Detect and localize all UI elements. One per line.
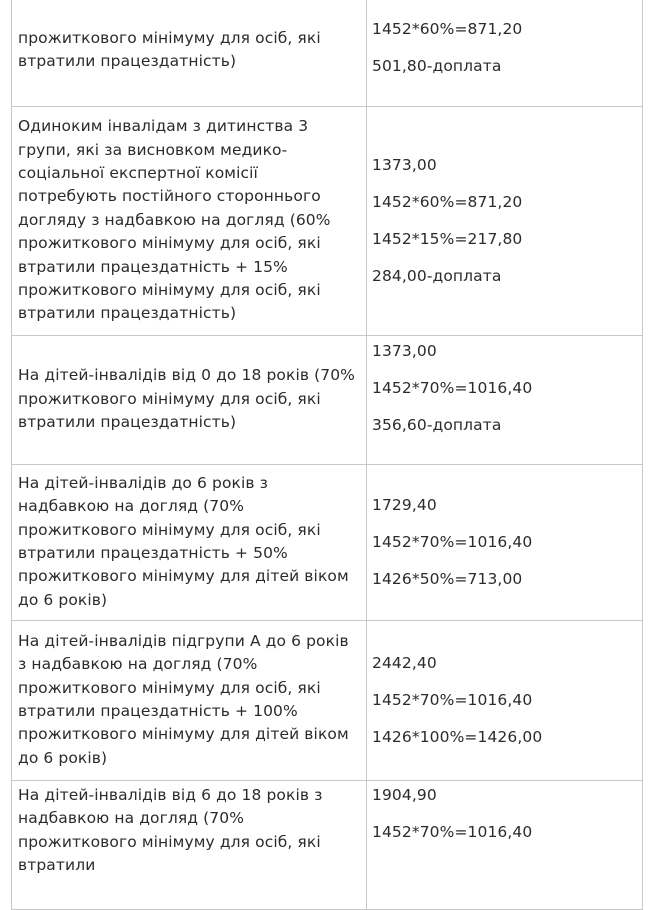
table-row [12,0,643,107]
value-line: 1452*15%=217,80 [372,229,523,248]
row-description: На дітей-інвалідів до 6 років з надбавкою на догляд (70% прожиткового мінімуму для осіб, які втратили працездатність + 50% прожиткового мінімуму для дітей віком до 6 років) [12,465,367,621]
value-line: 501,80-доплата [372,57,502,75]
value-line: 1373,00 [372,155,437,174]
value-line: 2442,40 [372,653,437,672]
value-line: 1426*100%=1426,00 [372,727,543,746]
value-line: 356,60-доплата [372,416,502,434]
row-values [367,621,643,781]
row-description: На дітей-інвалідів підгрупи А до 6 років з надбавкою на догляд (70% прожиткового мінімуму для осіб, які втратили працездатність + 100% прожиткового мінімуму для дітей віком до 6 років) [12,621,367,781]
value-line: 1452*60%=871,20 [372,192,523,211]
row-values [367,465,643,621]
value-line: 1452*60%=871,20 [372,20,523,38]
row-description: На дітей-інвалідів від 0 до 18 років (70% прожиткового мінімуму для осіб, які втратили працездатність) [12,336,367,465]
table-row [12,465,643,621]
value-line: 1452*70%=1016,40 [372,532,533,551]
table-row [12,336,643,465]
row-description: На дітей-інвалідів від 6 до 18 років з надбавкою на догляд (70% прожиткового мінімуму для осіб, які втратили [12,781,367,910]
row-values [367,0,643,107]
value-line: 1426*50%=713,00 [372,569,523,588]
payments-table [11,0,643,910]
value-line: 1452*70%=1016,40 [372,379,533,397]
row-values [367,781,643,910]
value-line: 284,00-доплата [372,266,502,285]
row-values [367,107,643,336]
value-line: 1729,40 [372,495,437,514]
table-row [12,621,643,781]
row-description: прожиткового мінімуму для осіб, які втратили працездатність) [12,0,367,107]
value-line: 1452*70%=1016,40 [372,690,533,709]
row-values [367,336,643,465]
value-line: 1373,00 [372,342,437,360]
value-line: 1452*70%=1016,40 [372,823,533,841]
value-line: 1904,90 [372,786,437,804]
payments-table-container [11,0,642,910]
table-row [12,781,643,910]
table-row [12,107,643,336]
row-description: Одиноким інвалідам з дитинства 3 групи, які за висновком медико-соціальної експертної комісії потребують постійного стороннього догляду з надбавкою на догляд (60% прожиткового мінімуму для осіб, які втратили працездатність + 15% прожиткового мінімуму для осіб, які втратили працездатність) [12,107,367,336]
